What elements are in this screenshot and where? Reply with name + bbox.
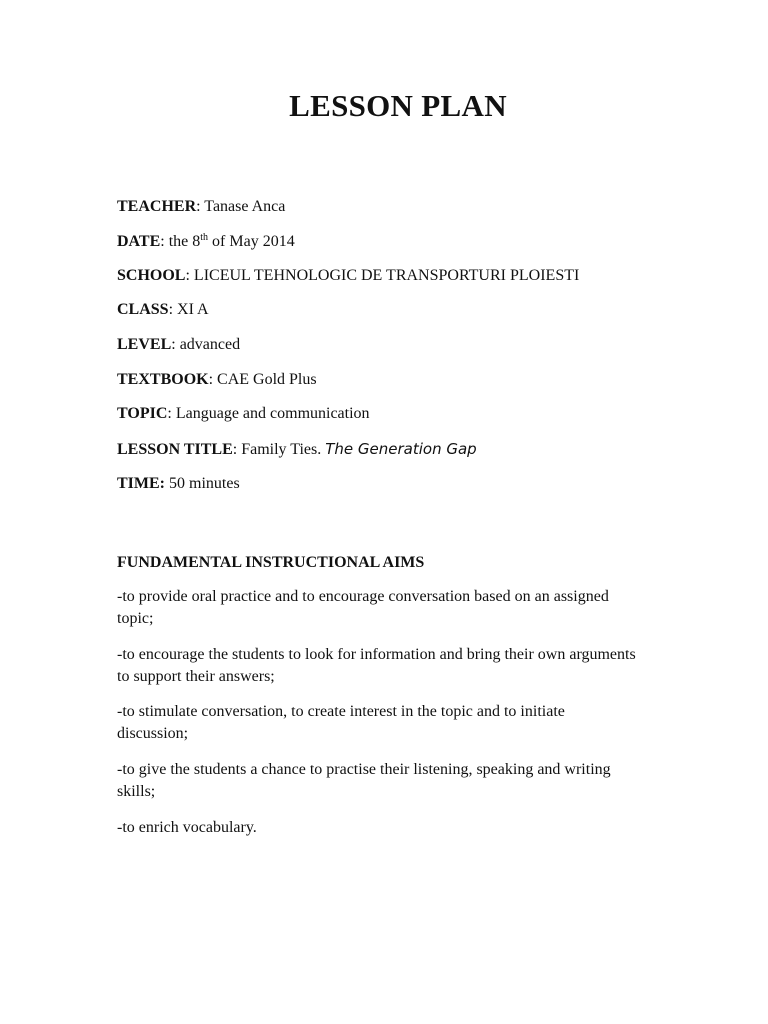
field-value: : the 8 (160, 233, 201, 250)
field-date (117, 232, 295, 252)
field-value: : Family Ties. (232, 441, 326, 458)
aim-item: -to give the students a chance to practise their listening, speaking and writing skills; (117, 761, 611, 800)
field-label: TEXTBOOK (117, 371, 209, 388)
field-school (117, 266, 579, 286)
field-value: : advanced (171, 336, 241, 353)
field-value: : LICEUL TEHNOLOGIC DE TRANSPORTURI PLOIESTI (185, 267, 580, 284)
field-value: : Tanase Anca (196, 198, 286, 215)
field-topic (117, 404, 370, 424)
field-value: : XI A (168, 301, 209, 318)
field-label: TOPIC (117, 405, 168, 422)
lesson-subtitle: The Generation Gap (325, 440, 477, 458)
field-class (117, 300, 209, 320)
field-label: DATE (117, 233, 161, 250)
field-label: TIME: (117, 475, 165, 492)
field-value-suffix: of May 2014 (208, 233, 295, 250)
field-label: SCHOOL (117, 267, 186, 284)
aims-heading: FUNDAMENTAL INSTRUCTIONAL AIMS (117, 554, 425, 571)
field-label: TEACHER (117, 198, 197, 215)
field-label: LESSON TITLE (117, 441, 233, 458)
aim-item: -to enrich vocabulary. (117, 819, 257, 836)
aim-item: -to provide oral practice and to encourage conversation based on an assigned topic; (117, 588, 609, 627)
field-lesson-title (117, 439, 477, 460)
field-textbook (117, 370, 317, 390)
field-value: : Language and communication (167, 405, 370, 422)
field-label: LEVEL (117, 336, 172, 353)
field-time (117, 474, 240, 494)
field-label: CLASS (117, 301, 169, 318)
ordinal-suffix: th (200, 232, 209, 243)
page-title: LESSON PLAN (289, 88, 507, 123)
field-value: 50 minutes (165, 475, 240, 492)
aim-item: -to stimulate conversation, to create interest in the topic and to initiate discussion; (117, 703, 565, 742)
field-level (117, 335, 240, 355)
field-value: : CAE Gold Plus (208, 371, 317, 388)
aim-item: -to encourage the students to look for information and bring their own arguments to support their answers; (117, 646, 636, 685)
field-teacher (117, 197, 285, 217)
